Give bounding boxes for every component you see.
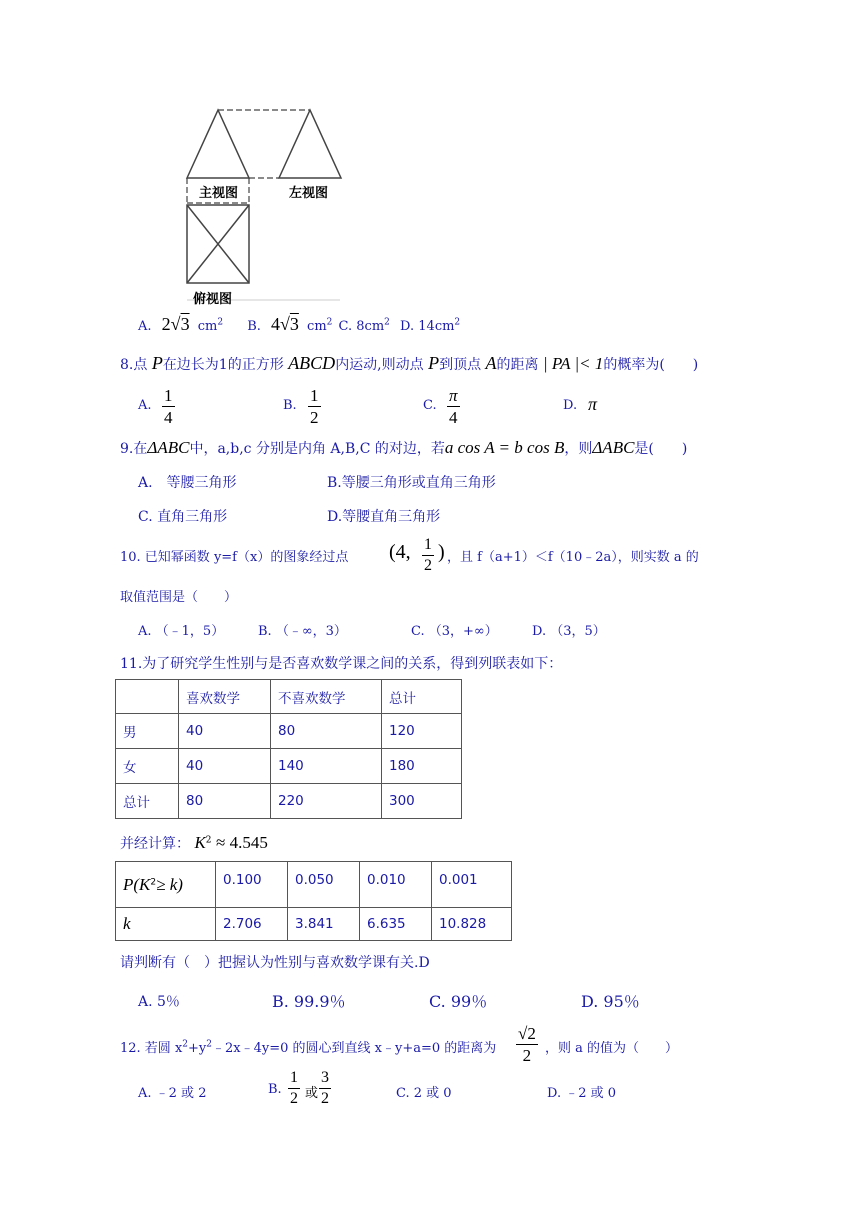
table-cell: 80 bbox=[179, 784, 271, 819]
q11-judge: 请判断有（ ）把握认为性别与喜欢数学课有关.D bbox=[120, 955, 430, 971]
p-label-rest: ≥ k) bbox=[156, 874, 183, 894]
top-view-square bbox=[187, 205, 249, 283]
table-cell: 180 bbox=[382, 749, 462, 784]
q9-option-c: C. 直角三角形 bbox=[138, 509, 228, 525]
table-cell: 10.828 bbox=[432, 908, 512, 941]
q12-stem-part2: ，则 a 的值为（ ） bbox=[545, 1041, 679, 1056]
q12-option-b-den2: 2 bbox=[321, 1090, 329, 1107]
q9-option-a: A. 等腰三角形 bbox=[138, 475, 237, 491]
q8-stem-text-5: 的距离 bbox=[496, 357, 539, 373]
q8-math-condition: | PA |< 1 bbox=[543, 354, 604, 373]
q7-option-b-sqrt-icon: √ bbox=[280, 314, 290, 334]
front-view-triangle bbox=[187, 110, 249, 178]
q9-stem-text-4: 是( ) bbox=[634, 441, 688, 457]
table-cell: 0.100 bbox=[216, 862, 288, 908]
table-row bbox=[116, 908, 512, 941]
q9-stem-text-2: 中，a,b,c 分别是内角 A,B,C 的对边，若 bbox=[189, 441, 445, 457]
q8-math-abcd: ABCD bbox=[288, 353, 336, 373]
q12-sup-2: 2 bbox=[206, 1039, 212, 1050]
q10-point-fraction bbox=[422, 537, 434, 574]
q8-option-d-label: D. bbox=[563, 398, 578, 413]
contingency-table bbox=[115, 679, 462, 819]
top-view-label: 俯视图 bbox=[193, 292, 233, 307]
three-view-figure bbox=[180, 104, 350, 304]
q7-options bbox=[138, 314, 460, 335]
q8-option-b-num: 1 bbox=[310, 386, 319, 405]
side-view-triangle bbox=[279, 110, 341, 178]
q9-math-triangle: ΔABC bbox=[147, 438, 190, 457]
q8-option-a-den: 4 bbox=[164, 408, 173, 427]
q10-point-den: 2 bbox=[424, 557, 432, 574]
table-cell: 300 bbox=[382, 784, 462, 819]
q12-stem-text-3: ﹣2x﹣4y=0 的圆心到直线 x﹣y+a=0 的距离为 bbox=[212, 1041, 497, 1056]
q8-option-b-den: 2 bbox=[310, 408, 319, 427]
q8-option-a-label: A. bbox=[138, 398, 152, 413]
q8-math-p-2: P bbox=[428, 353, 440, 373]
q11-option-b: B. 99.9％ bbox=[272, 992, 346, 1011]
q10-point-close: ) bbox=[438, 541, 445, 563]
q7-option-a-sqrt-icon: √ bbox=[170, 314, 181, 334]
q11-option-a: A. 5％ bbox=[138, 994, 180, 1010]
q9-option-d: D.等腰直角三角形 bbox=[327, 509, 441, 525]
q7-option-d-sup: 2 bbox=[454, 317, 461, 328]
q8-option-d-value: π bbox=[588, 394, 598, 414]
q12-option-b-fraction-1 bbox=[288, 1070, 300, 1107]
q8-option-c-num: π bbox=[449, 386, 458, 405]
q10-point-num: 1 bbox=[422, 537, 434, 556]
table-cell: 0.010 bbox=[360, 862, 432, 908]
q12-option-b-den1: 2 bbox=[290, 1090, 298, 1107]
q11-calc-value: ≈ 4.545 bbox=[215, 833, 268, 852]
q12-stem-part1 bbox=[120, 1037, 496, 1056]
q12-option-b-or: 或 bbox=[305, 1086, 319, 1101]
q12-stem-text-2: +y bbox=[188, 1041, 207, 1056]
q8-option-b-label: B. bbox=[283, 398, 297, 413]
q8-option-a-fraction bbox=[162, 387, 175, 426]
q11-option-c: C. 99％ bbox=[429, 992, 488, 1011]
table-cell: 3.841 bbox=[288, 908, 360, 941]
table-cell: 6.635 bbox=[360, 908, 432, 941]
q7-option-c-sup: 2 bbox=[384, 317, 390, 328]
q8-option-c-label: C. bbox=[423, 398, 437, 413]
table-cell: 120 bbox=[382, 714, 462, 749]
table-cell: 140 bbox=[271, 749, 382, 784]
q10-option-b: B. （﹣∞，3） bbox=[258, 624, 347, 639]
q9-stem-text-3: ，则 bbox=[564, 441, 593, 457]
q8-option-b-fraction bbox=[308, 387, 321, 426]
q9-option-b: B.等腰三角形或直角三角形 bbox=[327, 475, 496, 491]
p-label: P(K bbox=[123, 874, 151, 894]
q7-option-b-sup: 2 bbox=[326, 317, 333, 328]
q10-stem-part3: 取值范围是（ ） bbox=[120, 590, 238, 605]
table-cell: 220 bbox=[271, 784, 382, 819]
q12-distance-num: √2 bbox=[518, 1024, 536, 1043]
q12-option-b-num2: 3 bbox=[319, 1070, 331, 1089]
q9-stem-text-1: 9.在 bbox=[120, 441, 148, 457]
q8-stem-text-3: 内运动,则动点 bbox=[335, 357, 424, 373]
q7-option-b-label: B. bbox=[247, 319, 261, 334]
table-row bbox=[116, 749, 462, 784]
q8-stem bbox=[120, 353, 698, 374]
q7-option-d: D. 14cm bbox=[400, 319, 455, 334]
table-cell: 2.706 bbox=[216, 908, 288, 941]
q8-math-a: A bbox=[485, 353, 497, 373]
q11-stem: 11.为了研究学生性别与是否喜欢数学课之间的关系，得到列联表如下： bbox=[120, 656, 563, 672]
q11-calc-k: K bbox=[194, 833, 206, 852]
q8-stem-text-4: 到顶点 bbox=[439, 357, 482, 373]
q8-stem-text-2: 在边长为1的正方形 bbox=[162, 357, 284, 373]
q12-distance-fraction bbox=[516, 1025, 538, 1064]
k-label: k bbox=[123, 914, 131, 933]
q8-stem-text-6: 的概率为( ) bbox=[603, 357, 699, 373]
q12-option-b-fraction-2 bbox=[319, 1070, 331, 1107]
table-cell: 0.001 bbox=[432, 862, 512, 908]
q7-option-b-radicand: 3 bbox=[289, 314, 299, 334]
q8-option-a-num: 1 bbox=[164, 386, 173, 405]
q12-stem-text-1: 12. 若圆 x bbox=[120, 1041, 183, 1056]
q7-option-a-radicand: 3 bbox=[180, 314, 190, 334]
q7-option-a-label: A. bbox=[138, 319, 152, 334]
table-header-row bbox=[116, 680, 462, 714]
p-label-sup: 2 bbox=[150, 877, 157, 887]
p-label-cell bbox=[116, 862, 216, 908]
table-header-cell: 喜欢数学 bbox=[179, 680, 271, 714]
q10-option-a: A. （﹣1，5） bbox=[138, 624, 225, 639]
table-header-cell bbox=[116, 680, 179, 714]
q12-option-c: C. 2 或 0 bbox=[396, 1086, 452, 1101]
q9-math-equation: a cos A = b cos B bbox=[444, 438, 565, 457]
q12-distance-den: 2 bbox=[522, 1046, 532, 1065]
q8-option-c-den: 4 bbox=[449, 408, 458, 427]
q10-point-x: (4, bbox=[389, 541, 411, 563]
q11-calc-line bbox=[120, 833, 268, 853]
q12-sup-1: 2 bbox=[182, 1039, 189, 1050]
q8-math-p: P bbox=[151, 353, 163, 373]
table-cell: 总计 bbox=[116, 784, 179, 819]
table-row bbox=[116, 714, 462, 749]
q10-stem-part2: ，且 f（a+1）＜f（10﹣2a），则实数 a 的 bbox=[447, 550, 699, 565]
q9-math-triangle-2: ΔABC bbox=[592, 438, 635, 457]
q10-stem-part1: 10. 已知幂函数 y=f（x）的图象经过点 bbox=[120, 550, 349, 565]
table-cell: 40 bbox=[179, 714, 271, 749]
q12-option-b-num1: 1 bbox=[288, 1070, 300, 1089]
table-header-cell: 总计 bbox=[382, 680, 462, 714]
critical-value-table bbox=[115, 861, 512, 941]
table-cell: 0.050 bbox=[288, 862, 360, 908]
q7-option-b-coef: 4 bbox=[271, 314, 281, 334]
side-view-label: 左视图 bbox=[289, 186, 329, 201]
table-header-cell: 不喜欢数学 bbox=[271, 680, 382, 714]
q12-option-d: D. ﹣2 或 0 bbox=[547, 1086, 617, 1101]
q8-option-c-fraction bbox=[447, 387, 460, 426]
q11-calc-label: 并经计算： bbox=[120, 836, 190, 852]
table-cell: 40 bbox=[179, 749, 271, 784]
q12-option-b-label: B. bbox=[268, 1082, 282, 1097]
table-row bbox=[116, 862, 512, 908]
table-row bbox=[116, 784, 462, 819]
q7-option-b-unit: cm bbox=[307, 319, 327, 334]
q7-option-c: C. 8cm bbox=[338, 319, 385, 334]
q12-option-a: A. ﹣2 或 2 bbox=[138, 1086, 207, 1101]
q7-option-a-coef: 2 bbox=[161, 314, 171, 334]
q9-stem bbox=[120, 438, 687, 458]
q11-option-d: D. 95％ bbox=[581, 992, 640, 1011]
q10-option-d: D. （3，5） bbox=[532, 624, 606, 639]
table-cell: 男 bbox=[116, 714, 179, 749]
table-cell: 80 bbox=[271, 714, 382, 749]
q7-option-a-unit: cm bbox=[197, 319, 218, 334]
q8-stem-text-1: 8.点 bbox=[120, 357, 148, 373]
q7-option-a-sup: 2 bbox=[217, 317, 224, 328]
k-label-cell bbox=[116, 908, 216, 941]
table-cell: 女 bbox=[116, 749, 179, 784]
q10-option-c: C. （3，+∞） bbox=[411, 624, 498, 639]
q11-calc-sup: 2 bbox=[205, 835, 212, 846]
front-view-label: 主视图 bbox=[199, 186, 239, 201]
